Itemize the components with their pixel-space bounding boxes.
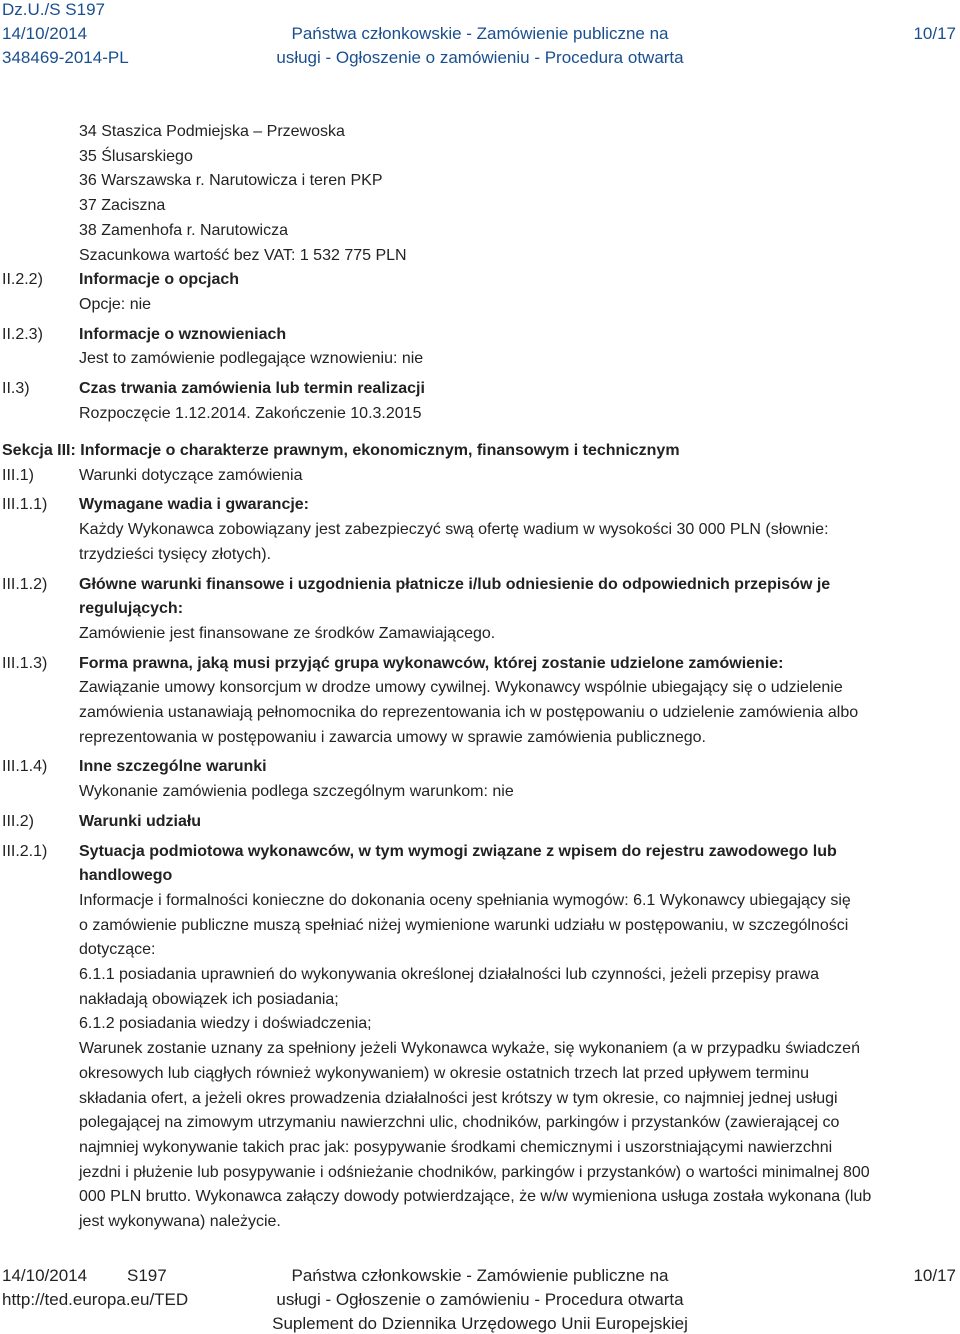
section-number: III.1.1) bbox=[2, 496, 48, 514]
list-line: Szacunkowa wartość bez VAT: 1 532 775 PLN bbox=[79, 246, 407, 264]
section-heading: Wymagane wadia i gwarancje: bbox=[79, 496, 310, 514]
list-line: 37 Zaciszna bbox=[79, 197, 166, 215]
section-text: Zawiązanie umowy konsorcjum w drodze umowy cywilnej. Wykonawcy wspólnie ubiegający się o udzielenie bbox=[79, 679, 843, 697]
section-heading: Warunki dotyczące zamówienia bbox=[79, 466, 303, 484]
section-text: składania ofert, a jeżeli okres prowadzenia działalności jest krótszy w tym okresie, co najmniej jednej usługi bbox=[79, 1089, 838, 1107]
section-text: trzydzieści tysięcy złotych). bbox=[79, 545, 272, 563]
section-text: Każdy Wykonawca zobowiązany jest zabezpieczyć swą ofertę wadium w wysokości 30 000 PLN (słownie: bbox=[79, 521, 829, 539]
footer-page-number: 10/17 bbox=[913, 1266, 956, 1285]
section-number: III.2.1) bbox=[2, 842, 48, 860]
header-date: 14/10/2014 bbox=[2, 24, 88, 43]
list-line: 36 Warszawska r. Narutowicza i teren PKP bbox=[79, 172, 383, 190]
section-text: najmniej wykonywanie takich prac jak: posypywanie środkami chemicznymi i uszorstniającymi nawierzchni bbox=[79, 1138, 833, 1156]
section-number: II.3) bbox=[2, 380, 30, 397]
section-text: jest wykonywana) należycie. bbox=[79, 1213, 281, 1230]
header-title-line-2: usługi - Ogłoszenie o zamówieniu - Procedura otwarta bbox=[276, 48, 684, 67]
section-number: III.2) bbox=[2, 812, 35, 830]
section-number: III.1.3) bbox=[2, 654, 48, 672]
section-number: III.1.2) bbox=[2, 575, 48, 593]
section-heading: Informacje o opcjach bbox=[79, 271, 240, 289]
section-text: Jest to zamówienie podlegające wznowieniu: nie bbox=[79, 350, 424, 368]
section-number: III.1.4) bbox=[2, 758, 48, 776]
journal-reference: Dz.U./S S197 bbox=[2, 0, 105, 19]
list-line: 34 Staszica Podmiejska – Przewoska bbox=[79, 123, 345, 140]
section-heading: Informacje o wznowieniach bbox=[79, 325, 287, 343]
header-page-number: 10/17 bbox=[913, 24, 956, 43]
footer-url[interactable]: http://ted.europa.eu/TED bbox=[2, 1290, 189, 1309]
section-text: Informacje i formalności konieczne do dokonania oceny spełniania wymogów: 6.1 Wykonawcy ubiegający się bbox=[79, 891, 851, 909]
footer-edition: S197 bbox=[127, 1266, 167, 1285]
section-heading: Główne warunki finansowe i uzgodnienia płatnicze i/lub odniesienie do odpowiednich przepisów je bbox=[79, 575, 831, 593]
footer-date: 14/10/2014 bbox=[2, 1266, 88, 1285]
section-number: II.2.3) bbox=[2, 325, 43, 343]
section-text: reprezentowania w postępowaniu i zawarcia umowy w sprawie zamówienia publicznego. bbox=[79, 728, 706, 746]
section-heading: Warunki udziału bbox=[79, 812, 202, 830]
section-text: nakładają obowiązek ich posiadania; bbox=[79, 990, 339, 1008]
section-text: Wykonanie zamówienia podlega szczególnym warunkom: nie bbox=[79, 783, 514, 801]
section-heading: regulujących: bbox=[79, 600, 184, 618]
notice-id: 348469-2014-PL bbox=[2, 48, 129, 67]
section-heading: Sytuacja podmiotowa wykonawców, w tym wymogi związane z wpisem do rejestru zawodowego lub bbox=[79, 842, 837, 860]
section-heading: Inne szczególne warunki bbox=[79, 758, 267, 776]
section-number: III.1) bbox=[2, 466, 35, 484]
footer-title-line-1: Państwa członkowskie - Zamówienie publiczne na bbox=[291, 1266, 669, 1285]
section-heading: handlowego bbox=[79, 867, 173, 885]
section-heading: Forma prawna, jaką musi przyjąć grupa wykonawców, której zostanie udzielone zamówienie: bbox=[79, 654, 784, 672]
section-text: Warunek zostanie uznany za spełniony jeżeli Wykonawca wykaże, się wykonaniem (a w przypadku świadczeń bbox=[79, 1040, 860, 1058]
section-iii-title: Sekcja III: Informacje o charakterze prawnym, ekonomicznym, finansowym i technicznym bbox=[2, 442, 680, 459]
section-text: dotyczące: bbox=[79, 941, 156, 959]
section-text: polegającej na zimowym utrzymaniu nawierzchni ulic, chodników, parkingów i przystanków (zawierającej co bbox=[79, 1114, 840, 1132]
section-text: jezdni i płużenie lub posypywanie i odśnieżanie chodników, parkingów i przystanków) o wartości minimalnej 800 bbox=[79, 1163, 870, 1181]
list-line: 35 Ślusarskiego bbox=[79, 147, 193, 165]
section-text: 6.1.2 posiadania wiedzy i doświadczenia; bbox=[79, 1015, 372, 1033]
footer-title-line-3: Suplement do Dziennika Urzędowego Unii Europejskiej bbox=[272, 1314, 688, 1333]
section-number: II.2.2) bbox=[2, 271, 43, 289]
section-text: Opcje: nie bbox=[79, 295, 152, 313]
footer-title-line-2: usługi - Ogłoszenie o zamówieniu - Procedura otwarta bbox=[276, 1290, 684, 1309]
header-title-line-1: Państwa członkowskie - Zamówienie publiczne na bbox=[291, 24, 669, 43]
section-text: Zamówienie jest finansowane ze środków Zamawiającego. bbox=[79, 624, 496, 642]
section-text: 000 PLN brutto. Wykonawca załączy dowody potwierdzające, że w/w wymieniona usługa została wykonana (lub bbox=[79, 1188, 872, 1206]
list-line: 38 Zamenhofa r. Narutowicza bbox=[79, 221, 288, 239]
section-text: okresowych lub ciągłych również wykonywaniem) w okresie ostatnich trzech lat przed upływem terminu bbox=[79, 1064, 810, 1082]
section-text: Rozpoczęcie 1.12.2014. Zakończenie 10.3.2015 bbox=[79, 404, 422, 422]
section-text: o zamówienie publiczne muszą spełniać niżej wymienione warunki udziału w postępowaniu, w szczególności bbox=[79, 916, 849, 934]
section-text: zamówienia ustanawiają pełnomocnika do reprezentowania ich w postępowaniu o udzielenie zamówienia albo bbox=[79, 704, 859, 721]
section-text: 6.1.1 posiadania uprawnień do wykonywania określonej działalności lub czynności, jeżeli przepisy prawa bbox=[79, 966, 819, 983]
section-heading: Czas trwania zamówienia lub termin realizacji bbox=[79, 380, 425, 397]
